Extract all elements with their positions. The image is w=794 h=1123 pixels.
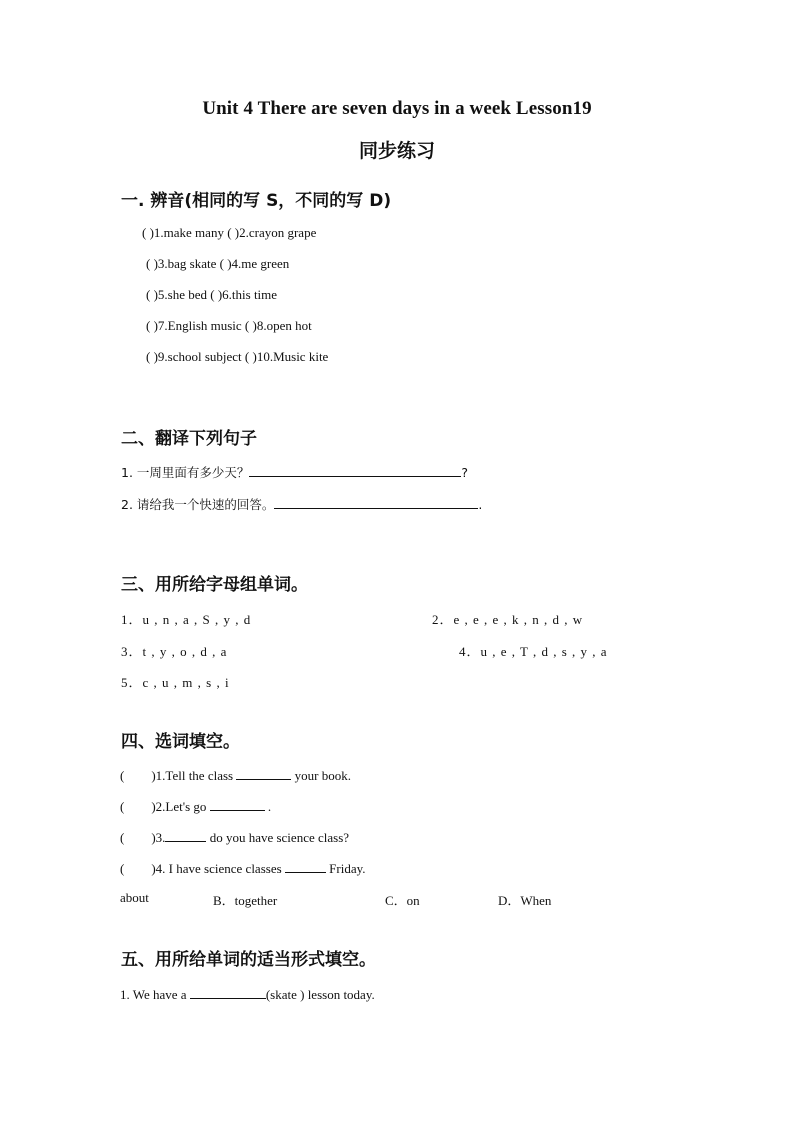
open-paren: ( (120, 861, 125, 876)
page-title: Unit 4 There are seven days in a week Lesson19 (202, 98, 592, 119)
section-1-item-5: ( )9.school subject ( )10.Music kite (146, 349, 329, 364)
sentence-text: 1. 一周里面有多少天？ (121, 465, 250, 480)
answer-blank[interactable] (190, 985, 266, 999)
option-a: about (120, 890, 149, 905)
answer-blank[interactable] (236, 766, 291, 780)
question-text: )4. I have science classes (151, 861, 282, 876)
sentence-text: 2. 请给我一个快速的回答。 (121, 497, 275, 512)
section-3-item-2: 2．e , e , e , k , n , d , w (432, 612, 584, 627)
question-tail: do you have science class? (209, 830, 350, 845)
section-4-heading: 四、选词填空。 (121, 732, 240, 752)
section-1-item-2: ( )3.bag skate ( )4.me green (146, 256, 290, 271)
question-tail: . (267, 799, 272, 814)
question-tail: (skate ) lesson today. (265, 987, 375, 1002)
section-5-heading: 五、用所给单词的适当形式填空。 (121, 950, 376, 970)
page-subtitle: 同步练习 (358, 140, 435, 162)
option-c: C．on (385, 893, 420, 908)
question-text: )2.Let's go (151, 799, 207, 814)
option-d: D．When (498, 893, 552, 908)
section-3-item-5: 5．c , u , m , s , i (121, 675, 230, 690)
section-1-item-1: ( )1.make many ( )2.crayon grape (142, 225, 317, 240)
open-paren: ( (120, 768, 125, 783)
section-4-item-1 (120, 766, 351, 784)
section-2-item-2 (121, 495, 482, 513)
option-b: B．together (213, 893, 278, 908)
section-1-heading: 一. 辨音(相同的写 S，不同的写 D) (121, 191, 392, 211)
sentence-end: . (478, 497, 483, 512)
answer-blank[interactable] (249, 463, 461, 477)
question-tail: Friday. (329, 861, 366, 876)
section-4-item-4 (120, 859, 366, 877)
answer-blank[interactable] (165, 828, 206, 842)
section-3-item-3: 3．t , y , o , d , a (121, 644, 228, 659)
answer-blank[interactable] (274, 495, 478, 509)
section-1-item-3: ( )5.she bed ( )6.this time (146, 287, 278, 302)
section-4-item-2 (120, 797, 271, 815)
open-paren: ( (120, 830, 125, 845)
question-text: 1. We have a (120, 987, 187, 1002)
section-3-item-4: 4．u , e , T , d , s , y , a (459, 644, 608, 659)
section-2-item-1 (121, 463, 468, 481)
question-tail: your book. (294, 768, 351, 783)
section-1-item-4: ( )7.English music ( )8.open hot (146, 318, 312, 333)
section-4-item-3 (120, 828, 349, 846)
answer-blank[interactable] (285, 859, 326, 873)
section-3-item-1: 1．u , n , a , S , y , d (121, 612, 252, 627)
section-2-heading: 二、翻译下列句子 (121, 429, 257, 449)
answer-blank[interactable] (210, 797, 265, 811)
open-paren: ( (120, 799, 125, 814)
question-text: )3. (151, 830, 166, 845)
question-text: )1.Tell the class (151, 768, 234, 783)
sentence-end: ? (461, 465, 469, 480)
section-3-heading: 三、用所给字母组单词。 (121, 575, 308, 595)
section-5-item-1 (120, 985, 375, 1003)
